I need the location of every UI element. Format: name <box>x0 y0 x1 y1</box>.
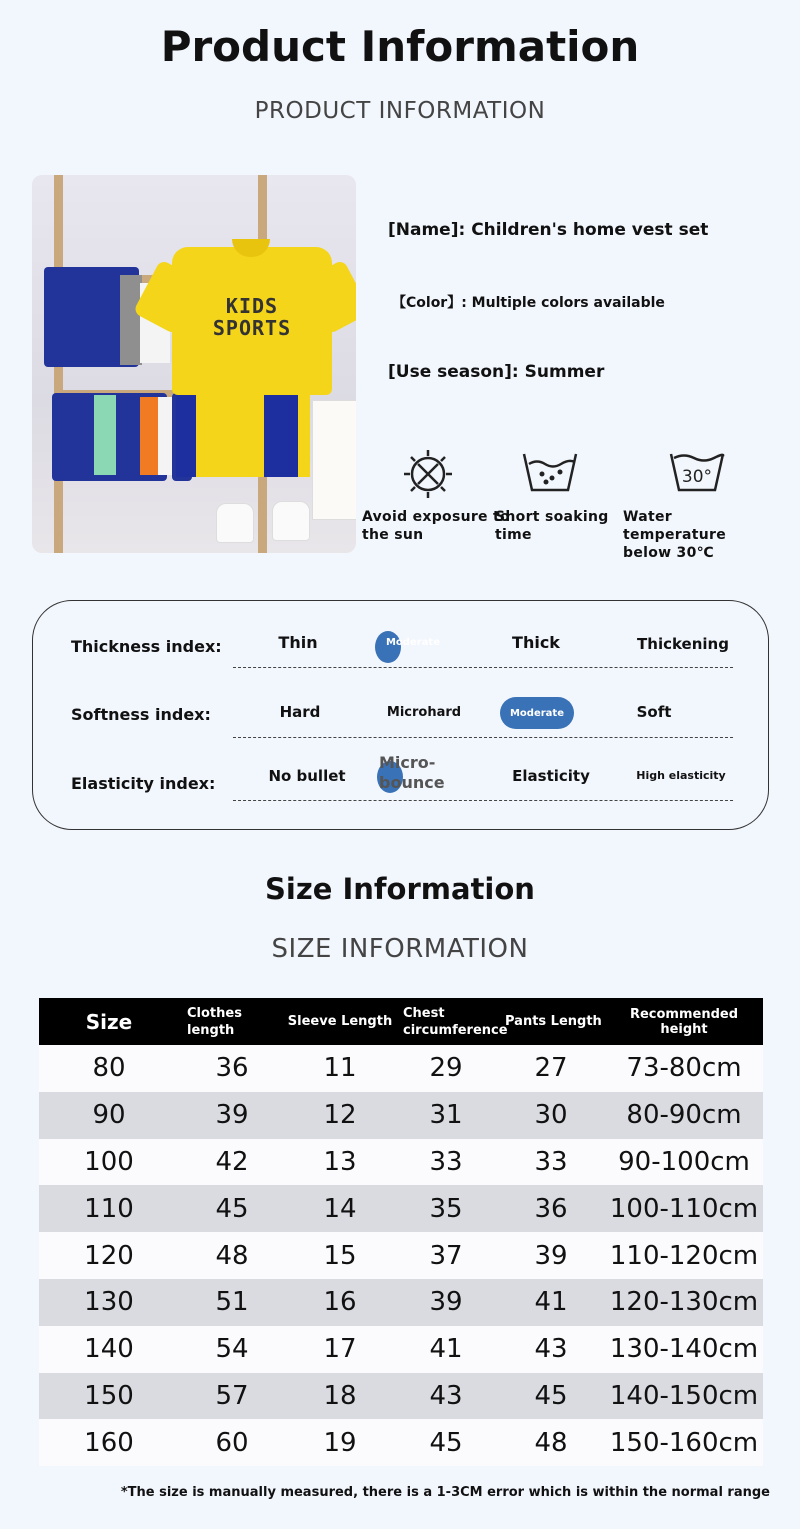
table-cell: 30 <box>534 1100 568 1131</box>
header-pants-length: Pants Length <box>505 1014 602 1029</box>
divider <box>233 737 733 738</box>
table-row <box>39 1232 763 1279</box>
table-row <box>39 1419 763 1466</box>
table-cell: 33 <box>429 1146 463 1177</box>
table-cell: 100-110cm <box>609 1193 759 1224</box>
table-cell: 37 <box>429 1240 463 1271</box>
product-season: [Use season]: Summer <box>388 362 605 382</box>
header-sleeve-length: Sleeve Length <box>287 1014 393 1029</box>
wash-30-icon <box>667 448 727 496</box>
table-cell: 36 <box>215 1053 249 1084</box>
table-cell: 60 <box>215 1427 249 1458</box>
table-cell: 27 <box>534 1053 568 1084</box>
table-cell: 90-100cm <box>618 1146 750 1177</box>
thickness-option-moderate: Moderate <box>385 637 440 648</box>
table-cell: 18 <box>323 1380 357 1411</box>
table-cell: 45 <box>429 1427 463 1458</box>
table-cell: 16 <box>323 1287 357 1318</box>
care-label: Avoid exposure to the sun <box>362 509 510 543</box>
care-label: Water temperature below 30℃ <box>623 509 727 561</box>
divider <box>233 667 733 668</box>
softness-option-microhard: Microhard <box>386 705 462 720</box>
table-cell: 160 <box>84 1427 134 1458</box>
table-cell: 130 <box>84 1287 134 1318</box>
softness-option-soft: Soft <box>636 703 672 721</box>
size-note: *The size is manually measured, there is a 1-3CM error which is within the normal range <box>120 1485 770 1500</box>
table-cell: 35 <box>429 1193 463 1224</box>
elasticity-label: Elasticity index: <box>71 774 216 793</box>
table-row <box>39 1045 763 1092</box>
table-cell: 51 <box>215 1287 249 1318</box>
table-cell: 29 <box>429 1053 463 1084</box>
table-cell: 120 <box>84 1240 134 1271</box>
thickness-option-thin: Thin <box>278 633 318 652</box>
header-clothes-length: Clothes length <box>187 1005 242 1038</box>
table-body <box>39 1045 763 1466</box>
shirt-print: KIDS SPORTS <box>212 294 292 340</box>
table-cell: 90 <box>92 1100 126 1131</box>
table-cell: 11 <box>323 1053 357 1084</box>
table-cell: 80 <box>92 1053 126 1084</box>
table-cell: 43 <box>534 1334 568 1365</box>
table-row <box>39 1373 763 1420</box>
header-chest: Chest circumference <box>403 1005 508 1038</box>
table-cell: 150 <box>84 1380 134 1411</box>
table-cell: 48 <box>534 1427 568 1458</box>
table-row <box>39 1139 763 1186</box>
thickness-option-thickening: Thickening <box>637 635 729 653</box>
softness-option-moderate: Moderate <box>500 697 574 729</box>
table-cell: 140 <box>84 1334 134 1365</box>
table-cell: 45 <box>534 1380 568 1411</box>
care-item-sun <box>362 448 512 544</box>
elasticity-option-high: High elasticity <box>636 769 726 782</box>
table-cell: 14 <box>323 1193 357 1224</box>
table-row <box>39 1092 763 1139</box>
softness-label: Softness index: <box>71 705 211 724</box>
table-cell: 130-140cm <box>609 1334 759 1365</box>
temp-badge: 30° <box>681 467 713 487</box>
table-cell: 150-160cm <box>609 1427 759 1458</box>
size-table <box>39 998 763 1466</box>
table-cell: 36 <box>534 1193 568 1224</box>
header-size: Size <box>85 1009 133 1034</box>
table-cell: 15 <box>323 1240 357 1271</box>
product-name: [Name]: Children's home vest set <box>388 220 709 240</box>
table-cell: 31 <box>429 1100 463 1131</box>
thickness-option-thick: Thick <box>512 633 560 652</box>
elasticity-option-micro-bounce: Micro-bounce <box>379 753 445 792</box>
table-cell: 19 <box>323 1427 357 1458</box>
table-cell: 39 <box>215 1100 249 1131</box>
thickness-label: Thickness index: <box>71 637 222 656</box>
table-cell: 17 <box>323 1334 357 1365</box>
table-cell: 41 <box>534 1287 568 1318</box>
divider <box>233 800 733 801</box>
soak-icon <box>520 448 580 496</box>
table-cell: 48 <box>215 1240 249 1271</box>
size-title: Size Information <box>265 872 535 906</box>
no-sun-icon <box>400 448 456 500</box>
table-cell: 80-90cm <box>626 1100 742 1131</box>
table-row <box>39 1185 763 1232</box>
product-color: 【Color】: Multiple colors available <box>392 295 665 311</box>
table-header <box>39 998 763 1045</box>
table-cell: 12 <box>323 1100 357 1131</box>
table-cell: 54 <box>215 1334 249 1365</box>
table-cell: 110-120cm <box>609 1240 759 1271</box>
care-label: Short soaking time <box>495 509 609 543</box>
table-cell: 110 <box>84 1193 134 1224</box>
table-cell: 100 <box>84 1146 134 1177</box>
table-cell: 42 <box>215 1146 249 1177</box>
fabric-index-panel <box>32 600 769 830</box>
table-cell: 73-80cm <box>626 1053 742 1084</box>
softness-option-hard: Hard <box>279 703 321 721</box>
table-cell: 120-130cm <box>609 1287 759 1318</box>
table-cell: 57 <box>215 1380 249 1411</box>
table-cell: 45 <box>215 1193 249 1224</box>
page-title: Product Information <box>160 22 640 71</box>
table-row <box>39 1279 763 1326</box>
table-cell: 33 <box>534 1146 568 1177</box>
elasticity-option-elasticity: Elasticity <box>512 767 590 785</box>
care-item-temp <box>623 448 773 562</box>
header-height: Recommended height <box>629 1006 739 1037</box>
table-cell: 140-150cm <box>609 1380 759 1411</box>
table-cell: 43 <box>429 1380 463 1411</box>
elasticity-option-no-bullet: No bullet <box>268 767 346 785</box>
page-subtitle: PRODUCT INFORMATION <box>254 98 546 124</box>
table-cell: 39 <box>429 1287 463 1318</box>
table-cell: 13 <box>323 1146 357 1177</box>
table-cell: 39 <box>534 1240 568 1271</box>
product-photo <box>32 175 356 553</box>
table-row <box>39 1326 763 1373</box>
table-cell: 41 <box>429 1334 463 1365</box>
size-subtitle: SIZE INFORMATION <box>271 934 529 964</box>
